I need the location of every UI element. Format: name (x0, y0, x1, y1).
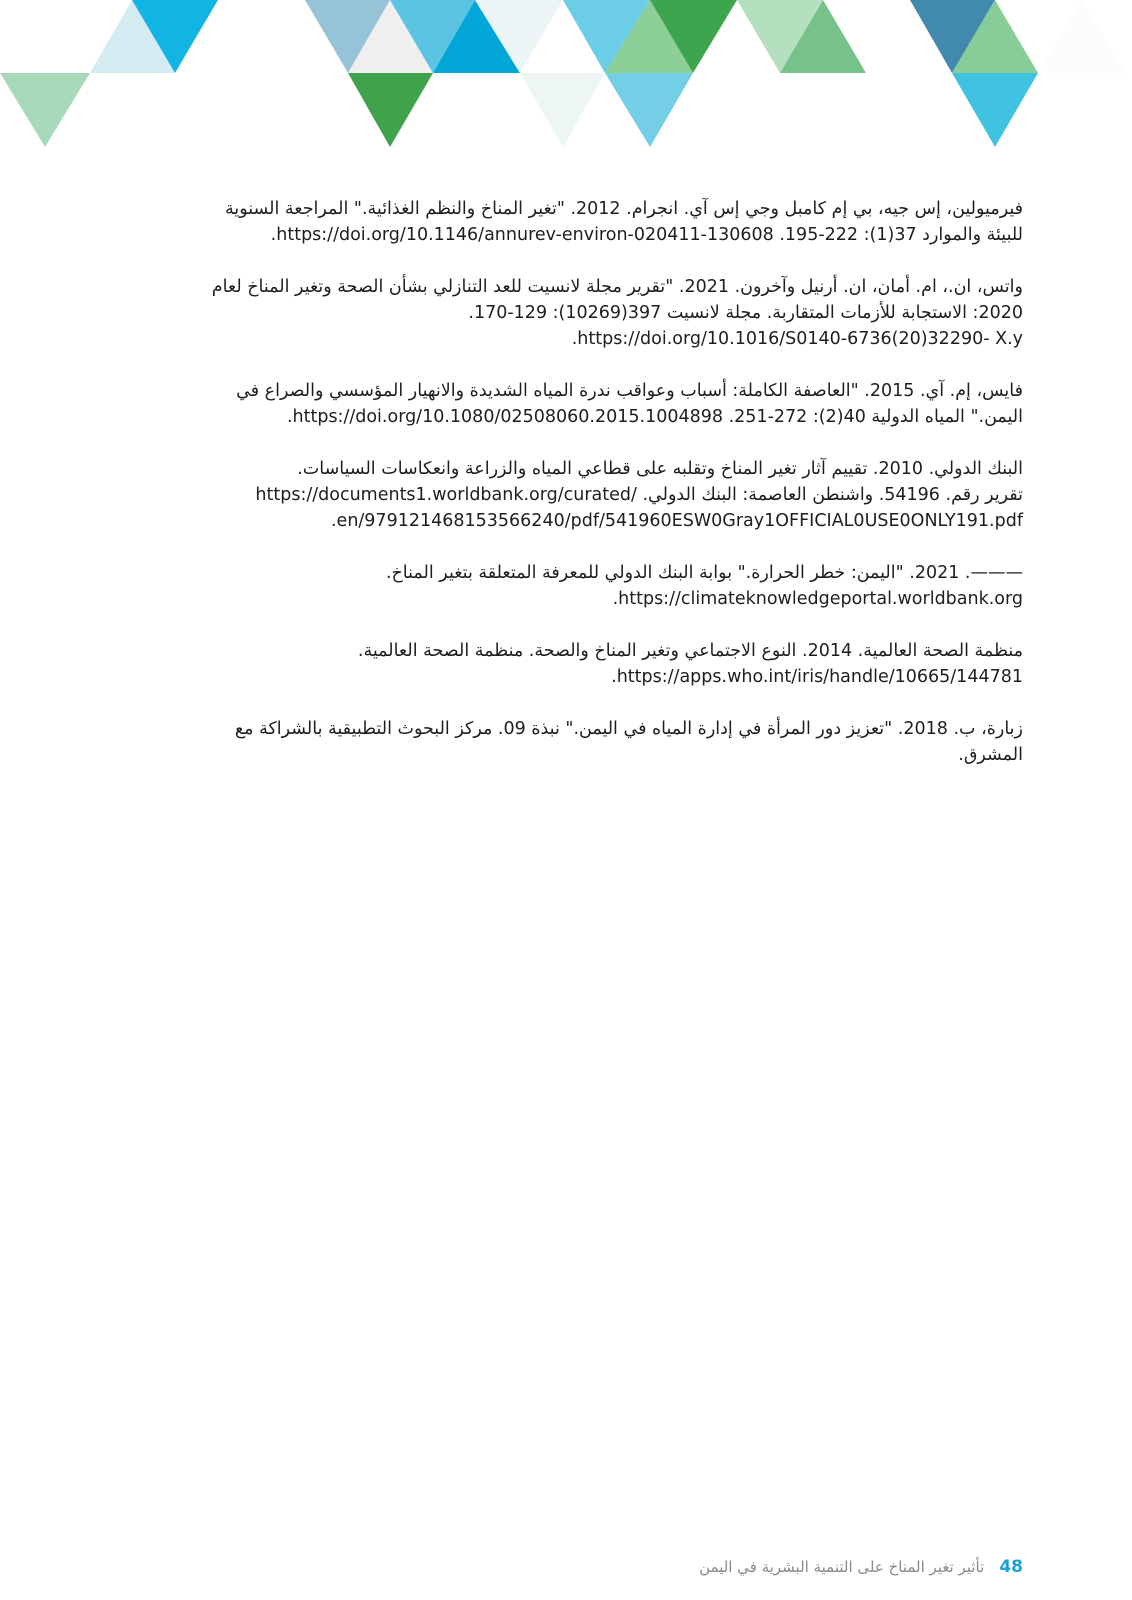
reference-line: للبيئة والموارد 37(1): 222-195. https://doi.org/10.1146/annurev-environ-020411-130608. (270, 225, 1023, 245)
banner-triangle (520, 73, 605, 147)
banner-triangle (348, 73, 433, 147)
banner-triangle (0, 73, 90, 147)
reference-line: البنك الدولي. 2010. تقييم آثار تغير المناخ وتقلبه على قطاعي المياه والزراعة وانعكاسات السياسات. (297, 459, 1023, 479)
reference-entry (115, 716, 1023, 768)
reference-entry (115, 378, 1023, 430)
reference-line: https://doi.org/10.1016/S0140-6736(20)32290- X.y. (571, 329, 1023, 349)
page-number: 48 (999, 1557, 1023, 1577)
reference-line: زبارة، ب. 2018. "تعزيز دور المرأة في إدارة المياه في اليمن." نبذة 09. مركز البحوث التطبيقية بالشراكة مع (234, 719, 1023, 739)
reference-line: 2020: الاستجابة للأزمات المتقاربة. مجلة لانسيت 397(10269): 129-170. (468, 303, 1023, 323)
reference-entry (115, 196, 1023, 248)
triangle-banner (0, 0, 1132, 160)
reference-line: ———. 2021. "اليمن: خطر الحرارة." بوابة البنك الدولي للمعرفة المتعلقة بتغير المناخ. (385, 563, 1023, 583)
reference-line: https://apps.who.int/iris/handle/10665/144781. (611, 667, 1023, 687)
page-footer (600, 1557, 1023, 1577)
reference-entry (115, 456, 1023, 534)
banner-triangle (952, 73, 1038, 147)
reference-list (115, 196, 1023, 794)
reference-line: واتس، ان.، ام. أمان، ان. أرنيل وآخرون. 2021. "تقرير مجلة لانسيت للعد التنازلي بشأن الصحة وتغير المناخ لعام (211, 277, 1023, 297)
reference-line: منظمة الصحة العالمية. 2014. النوع الاجتماعي وتغير المناخ والصحة. منظمة الصحة العالمية. (357, 641, 1023, 661)
reference-line: فيرميولين، إس جيه، بي إم كامبل وجي إس آي. انجرام. 2012. "تغير المناخ والنظم الغذائية." المراجعة السنوية (224, 199, 1023, 219)
reference-line: https://climateknowledgeportal.worldbank.org. (612, 589, 1023, 609)
reference-line: فايس، إم. آي. 2015. "العاصفة الكاملة: أسباب وعواقب ندرة المياه الشديدة والانهيار المؤسسي والصراع في (236, 381, 1023, 401)
banner-triangle (1038, 0, 1125, 73)
reference-line: المشرق. (958, 745, 1023, 765)
reference-entry (115, 274, 1023, 352)
reference-line: تقرير رقم. 54196. واشنطن العاصمة: البنك الدولي. /https://documents1.worldbank.org/curated (255, 485, 1023, 505)
reference-entry (115, 638, 1023, 690)
reference-entry (115, 560, 1023, 612)
reference-line: en/979121468153566240/pdf/541960ESW0Gray1OFFICIAL0USE0ONLY191.pdf. (330, 511, 1023, 531)
banner-triangle (605, 73, 693, 147)
footer-title: تأثير تغير المناخ على التنمية البشرية في اليمن (699, 1558, 985, 1576)
reference-line: اليمن." المياه الدولية 40(2): 272-251. https://doi.org/10.1080/02508060.2015.1004898. (286, 407, 1023, 427)
